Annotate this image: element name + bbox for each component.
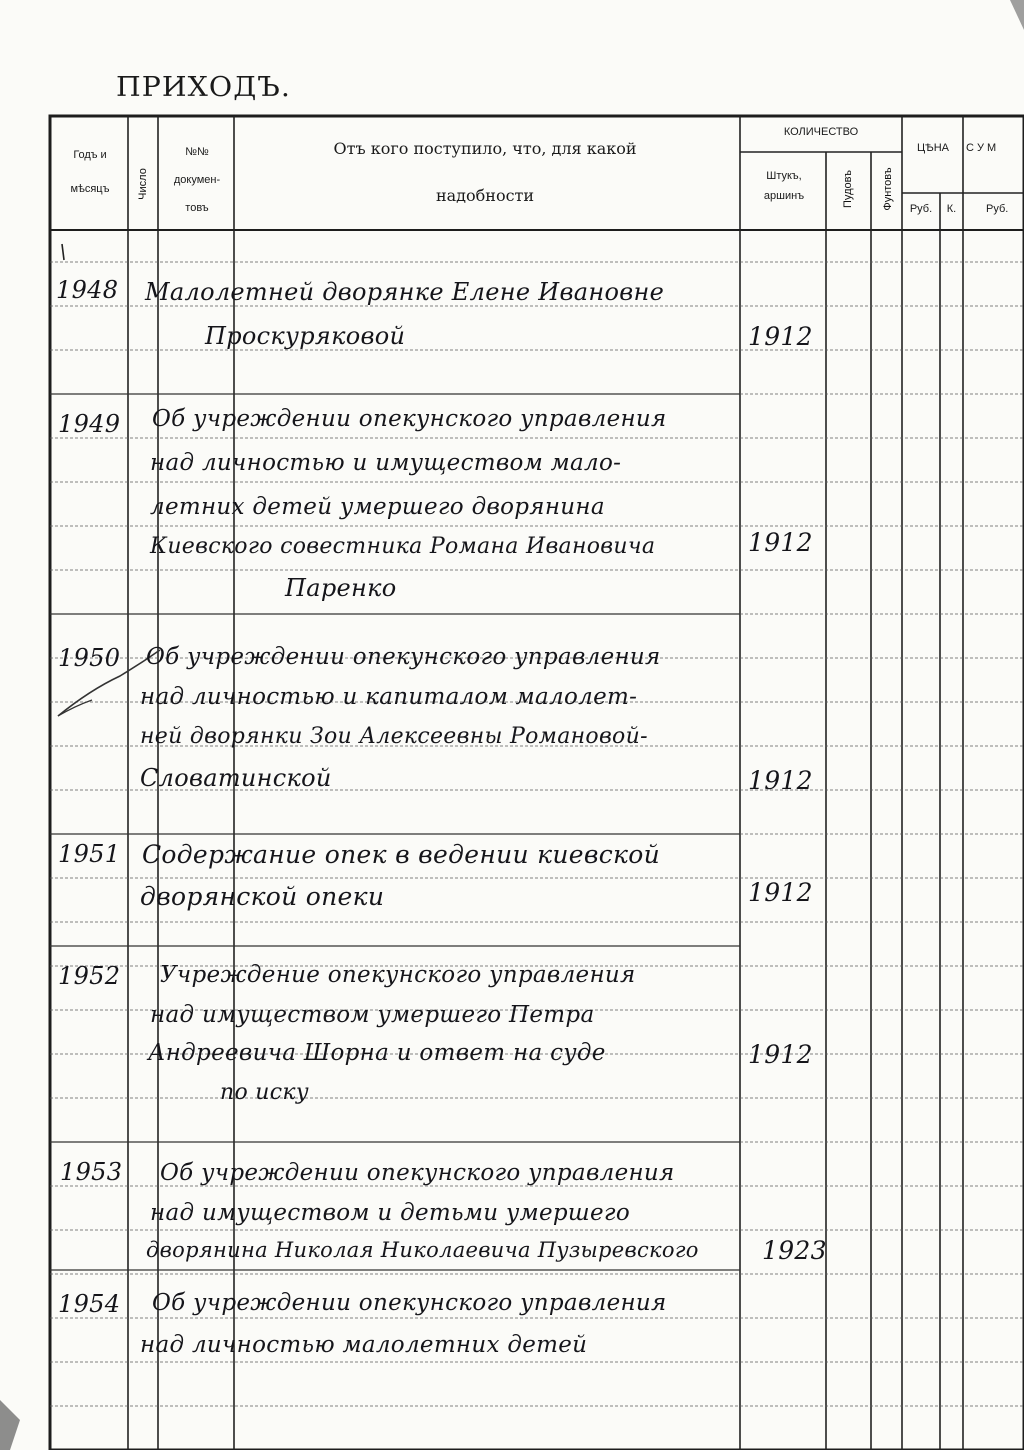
entry-text-line: Учреждение опекунского управления bbox=[160, 962, 636, 988]
entry-text-line: Паренко bbox=[285, 574, 397, 602]
entry-text-line: над имуществом и детьми умершего bbox=[150, 1200, 630, 1226]
header-pieces: Штукъ, аршинъ bbox=[763, 170, 805, 202]
header-doc-no: №№ докумен- товъ bbox=[173, 146, 221, 214]
header-description-line2: надобности bbox=[435, 186, 535, 205]
entry-text-line: Андреевича Шорна и ответ на суде bbox=[148, 1040, 606, 1066]
entry-year: 1912 bbox=[748, 1040, 813, 1069]
header-poods: Пудовъ bbox=[842, 170, 854, 208]
header-price: ЦѢНА bbox=[917, 142, 949, 154]
entry-text-line: дворянской опеки bbox=[140, 882, 385, 911]
entry-number: 1953 bbox=[60, 1158, 123, 1186]
header-pounds: Фунтовъ bbox=[882, 167, 894, 211]
header-sum-rub: Руб. bbox=[986, 203, 1009, 215]
header-quantity: КОЛИЧЕСТВО bbox=[783, 126, 859, 138]
entry-text-line: по иску bbox=[220, 1080, 309, 1105]
header-day: Число bbox=[137, 168, 149, 200]
header-description-line1: Отъ кого поступило, что, для какой bbox=[333, 139, 637, 158]
entry-text-line: Об учреждении опекунского управления bbox=[160, 1160, 675, 1186]
entry-text-line: Содержание опек в ведении киевской bbox=[142, 840, 661, 869]
entry-year: 1912 bbox=[748, 766, 813, 795]
entry-text-line: над личностью малолетних детей bbox=[140, 1332, 588, 1358]
header-price-kop: К. bbox=[946, 203, 957, 215]
entry-text-line: над личностью и имуществом мало- bbox=[150, 450, 622, 476]
entry-text-line: ней дворянки Зои Алексеевны Романовой- bbox=[140, 724, 648, 749]
entry-year: 1912 bbox=[748, 878, 813, 907]
entry-number: 1952 bbox=[58, 962, 121, 990]
entry-text-line: Проскуряковой bbox=[205, 322, 406, 350]
entry-text-line: Словатинской bbox=[140, 764, 332, 792]
entry-text-line: Киевского совестника Романа Ивановича bbox=[150, 534, 656, 559]
entry-number: 1951 bbox=[58, 840, 121, 868]
header-price-rub: Руб. bbox=[909, 203, 933, 215]
entry-year: 1912 bbox=[748, 322, 813, 351]
entry-number: 1948 bbox=[56, 276, 119, 304]
entry-text-line: Об учреждении опекунского управления bbox=[152, 1290, 667, 1316]
header-sum: С У М bbox=[966, 142, 997, 154]
entry-text-line: Об учреждении опекунского управления bbox=[146, 644, 661, 670]
entry-text-line: над личностью и капиталом малолет- bbox=[140, 684, 638, 710]
entry-number: 1950 bbox=[58, 644, 121, 672]
entry-number: 1949 bbox=[58, 410, 121, 438]
entry-text-line: летних детей умершего дворянина bbox=[150, 494, 605, 520]
entry-year: 1923 bbox=[762, 1236, 827, 1265]
entry-text-line: над имуществом умершего Петра bbox=[150, 1002, 595, 1028]
page-title: ПРИХОДЪ. bbox=[116, 72, 291, 103]
entry-year: 1912 bbox=[748, 528, 813, 557]
entry-text-line: дворянина Николая Николаевича Пузыревского bbox=[146, 1238, 699, 1262]
header-year-month: Годъ и мѣсяцъ bbox=[70, 149, 110, 195]
entry-text-line: Об учреждении опекунского управления bbox=[152, 406, 667, 432]
entry-number: 1954 bbox=[58, 1290, 121, 1318]
entry-text-line: Малолетней дворянке Елене Ивановне bbox=[145, 278, 665, 306]
